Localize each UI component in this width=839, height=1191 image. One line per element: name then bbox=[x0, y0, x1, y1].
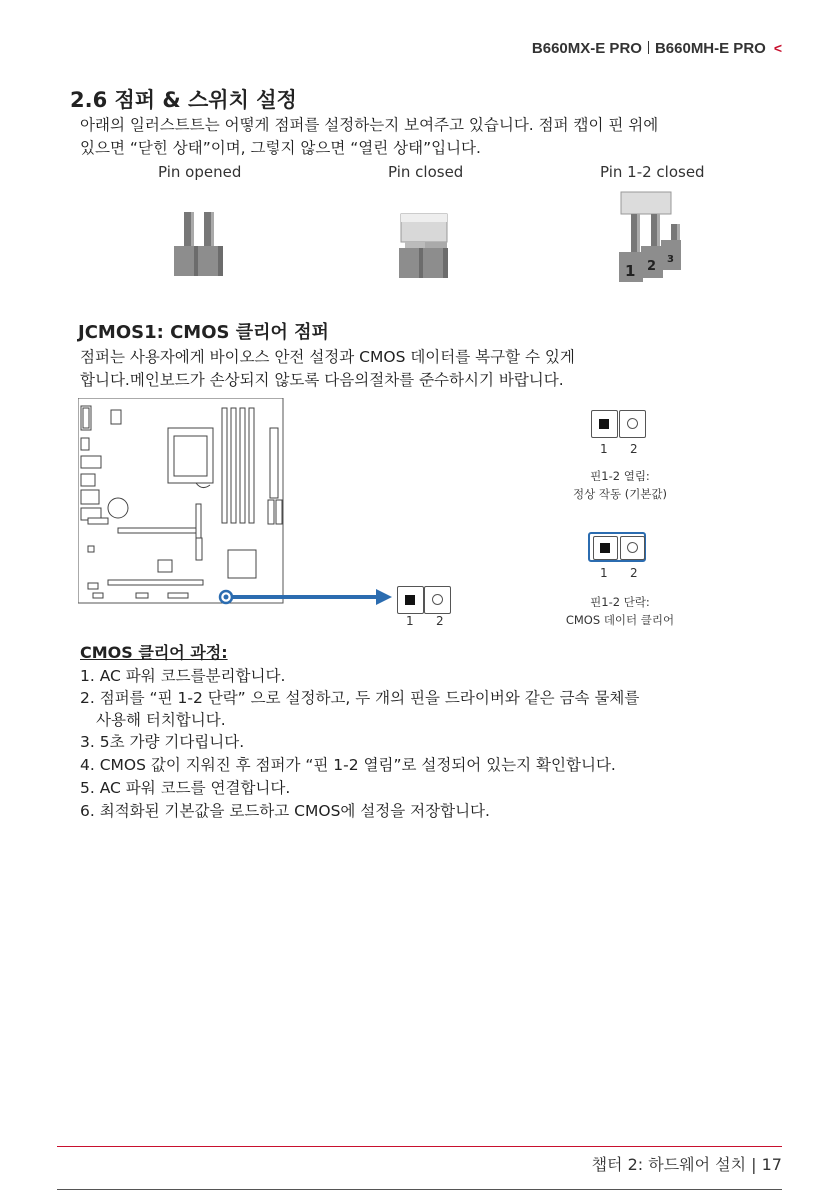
pin-number-2: 2 bbox=[647, 259, 657, 274]
closed-pin-label-2: 2 bbox=[630, 566, 638, 580]
model-a: B660MX-E PRO bbox=[531, 40, 642, 57]
section-title: 2.6 점퍼 & 스위치 설정 bbox=[70, 88, 297, 112]
open-pin-label-2: 2 bbox=[630, 442, 638, 456]
step-2-continued: 사용해 터치합니다. bbox=[96, 711, 226, 729]
closed-label-2: CMOS 데이터 클리어 bbox=[565, 613, 675, 627]
jumper-pin2-circle bbox=[424, 586, 451, 614]
closed-state-pin1 bbox=[593, 536, 618, 560]
open-label-1: 핀1-2 열림: bbox=[590, 469, 650, 483]
closed-pin-label-1: 1 bbox=[600, 566, 608, 580]
step-5: 5. AC 파워 코드를 연결합니다. bbox=[80, 779, 291, 797]
model-b: B660MH-E PRO bbox=[654, 40, 766, 57]
pin-number-3: 3 bbox=[667, 254, 674, 265]
header-separator bbox=[648, 41, 649, 54]
closed-state-pin2 bbox=[620, 536, 645, 560]
jcmos-title: JCMOS1: CMOS 클리어 점퍼 bbox=[78, 322, 329, 343]
jcmos-line-2: 합니다.메인보드가 손상되지 않도록 다음의절차를 준수하시기 바랍니다. bbox=[80, 371, 564, 389]
step-6: 6. 최적화된 기본값을 로드하고 CMOS에 설정을 저장합니다. bbox=[80, 802, 490, 820]
header-arrow-icon: < bbox=[773, 40, 782, 56]
intro-line-2: 있으면 “닫힌 상태”이며, 그렇지 않으면 “열린 상태”입니다. bbox=[80, 139, 481, 157]
pin-closed-illustration bbox=[395, 210, 455, 280]
open-state-pin2 bbox=[619, 410, 646, 438]
open-pin-label-1: 1 bbox=[600, 442, 608, 456]
caption-pin-closed: Pin closed bbox=[388, 163, 464, 181]
diagram-pin-label-1: 1 bbox=[406, 614, 414, 628]
jcmos-line-1: 점퍼는 사용자에게 바이오스 안전 설정과 CMOS 데이터를 복구할 수 있게 bbox=[80, 348, 575, 366]
caption-pin-closed-12: Pin 1-2 closed bbox=[600, 163, 705, 181]
caption-pin-opened: Pin opened bbox=[158, 163, 242, 181]
page-footer: 챕터 2: 하드웨어 설치 | 17 bbox=[591, 1155, 782, 1174]
pin-opened-illustration bbox=[170, 210, 230, 280]
steps-title: CMOS 클리어 과정: bbox=[80, 643, 228, 662]
footer-divider bbox=[57, 1146, 782, 1147]
open-state-pin1 bbox=[591, 410, 618, 438]
page-header bbox=[532, 40, 782, 57]
pin-closed-12-illustration bbox=[615, 190, 690, 285]
intro-line-1: 아래의 일러스트트는 어떻게 점퍼를 설정하는지 보여주고 있습니다. 점퍼 캡이 핀 위에 bbox=[80, 116, 659, 134]
step-1: 1. AC 파워 코드를분리합니다. bbox=[80, 667, 286, 685]
pin-number-1: 1 bbox=[625, 262, 636, 280]
jumper-pin1-square bbox=[397, 586, 424, 614]
step-3: 3. 5초 가량 기다립니다. bbox=[80, 733, 245, 751]
step-2: 2. 점퍼를 “핀 1-2 단락” 으로 설정하고, 두 개의 핀을 드라이버와 같은 금속 물체를 bbox=[80, 689, 640, 707]
closed-label-1: 핀1-2 단락: bbox=[590, 595, 650, 609]
footer-bottom-line bbox=[57, 1189, 782, 1190]
open-label-2: 정상 작동 (기본값) bbox=[572, 487, 668, 501]
step-4: 4. CMOS 값이 지워진 후 점퍼가 “핀 1-2 열림”로 설정되어 있는지 확인합니다. bbox=[80, 756, 616, 774]
diagram-pin-label-2: 2 bbox=[436, 614, 444, 628]
